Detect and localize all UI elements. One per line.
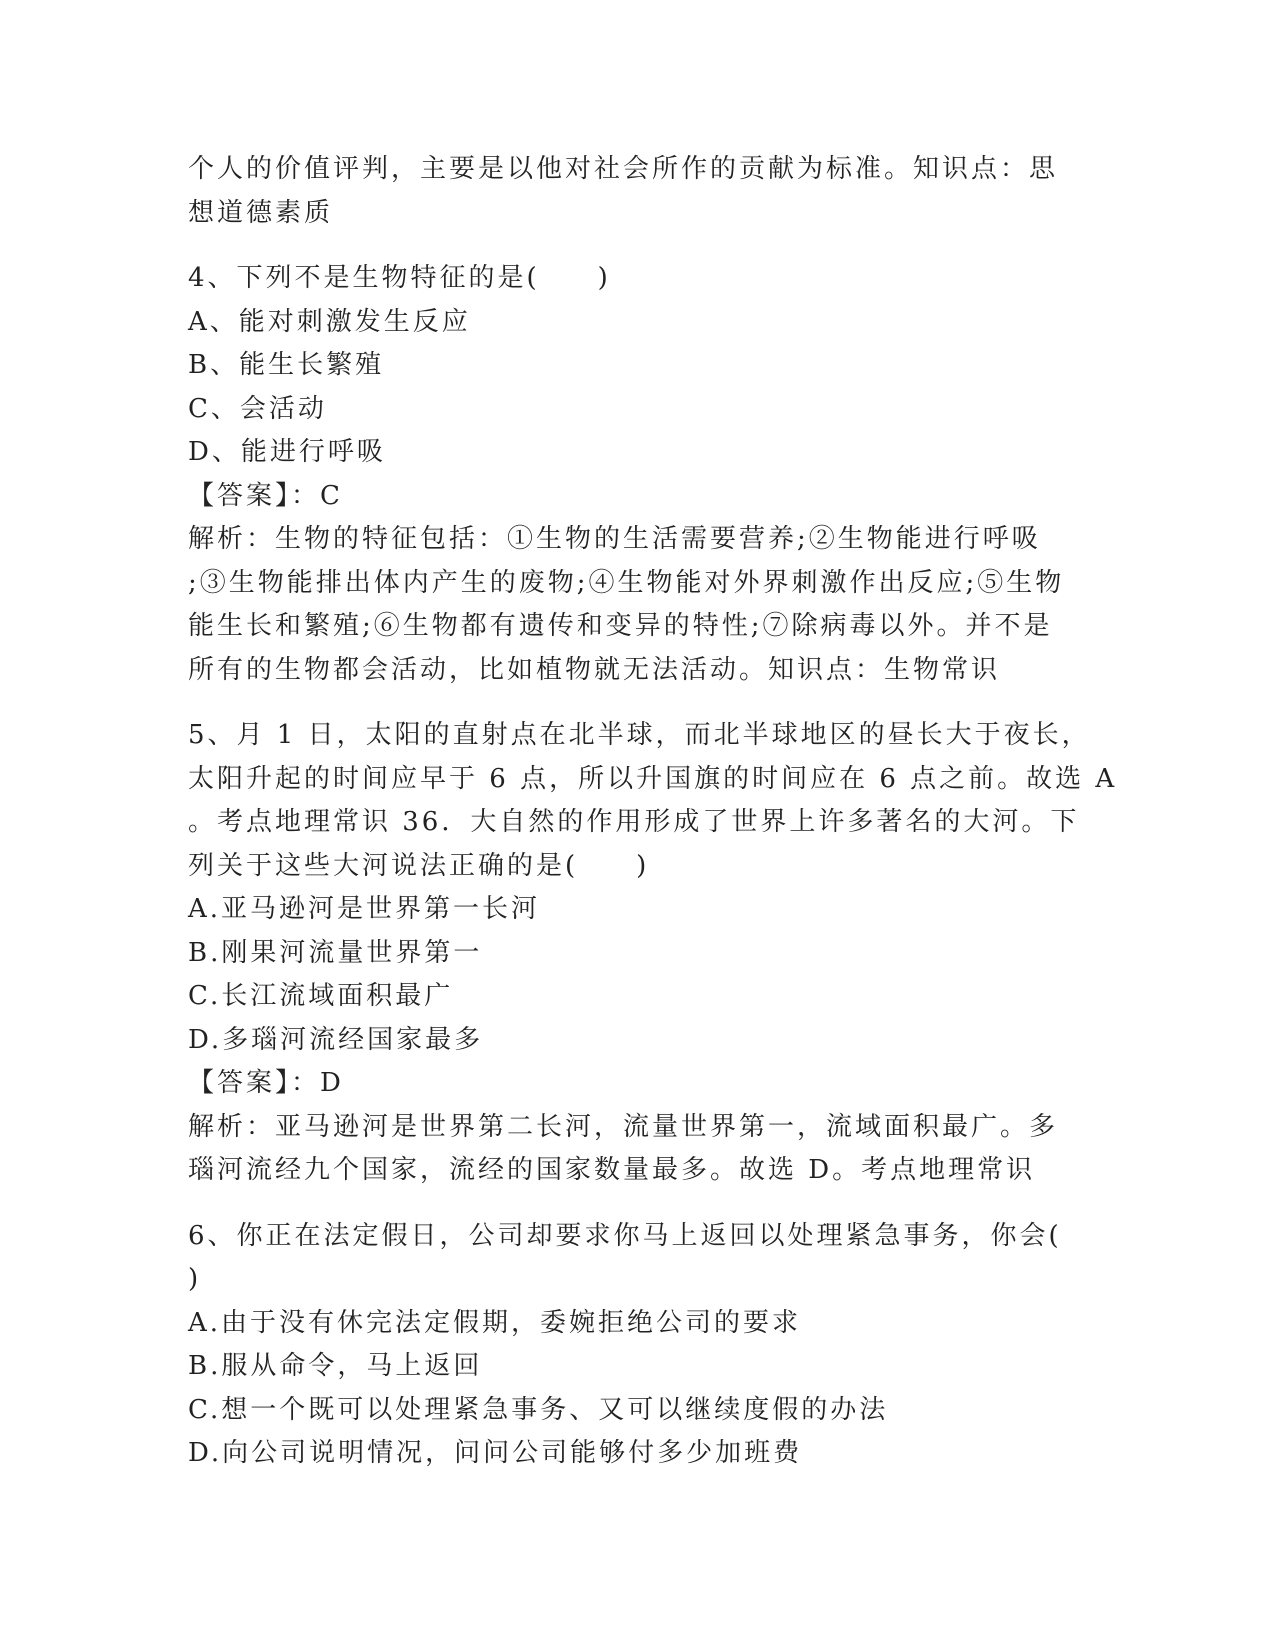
question-6-text-line: 6、你正在法定假日，公司却要求你马上返回以处理紧急事务，你会( [188,1220,1062,1251]
question-6-option-a: A.由于没有休完法定假期，委婉拒绝公司的要求 [188,1307,802,1338]
question-4-analysis-line: 解析：生物的特征包括：①生物的生活需要营养;②生物能进行呼吸 [188,524,1041,554]
question-6-text-line: ) [188,1264,202,1294]
question-4-option-b: B、能生长繁殖 [188,350,385,380]
question-5-analysis-line: 瑙河流经九个国家，流经的国家数量最多。故选 D。考点地理常识 [188,1155,1036,1185]
question-6 [188,1215,1088,1476]
question-5-text-line: 。考点地理常识 36．大自然的作用形成了世界上许多著名的大河。下 [188,807,1080,837]
intro-paragraph [188,148,1088,235]
question-4-answer: 【答案】：C [188,480,343,511]
question-5-option-d: D.多瑙河流经国家最多 [188,1024,484,1055]
question-5-text-line: 列关于这些大河说法正确的是( ) [188,850,650,881]
question-4-option-a: A、能对刺激发生反应 [188,306,471,337]
question-5-option-c: C.长江流域面积最广 [188,981,454,1011]
question-4-analysis-line: 能生长和繁殖;⑥生物都有遗传和变异的特性;⑦除病毒以外。并不是 [188,611,1053,641]
question-6-option-b: B.服从命令，马上返回 [188,1351,483,1381]
paragraph-gap [188,1193,1088,1215]
question-4-text: 4、下列不是生物特征的是( ) [188,263,611,293]
question-4-analysis-line: ;③生物能排出体内产生的废物;④生物能对外界刺激作出反应;⑤生物 [188,567,1065,598]
question-5-answer: 【答案】：D [188,1068,344,1098]
question-4-analysis-line: 所有的生物都会活动，比如植物就无法活动。知识点：生物常识 [188,654,1001,685]
question-5 [188,714,1118,1193]
question-5-option-b: B.刚果河流量世界第一 [188,937,483,968]
paragraph-gap [188,235,1088,257]
question-5-option-a: A.亚马逊河是世界第一长河 [188,894,541,924]
paragraph-gap [188,692,1088,714]
intro-line: 想道德素质 [188,197,334,228]
question-6-option-c: C.想一个既可以处理紧急事务、又可以继续度假的办法 [188,1394,889,1425]
question-5-text-line: 太阳升起的时间应早于 6 点，所以升国旗的时间应在 6 点之前。故选 A [188,763,1118,794]
question-4-option-c: C、会活动 [188,393,327,424]
question-4 [188,257,1088,692]
question-5-text-line: 5、月 1 日，太阳的直射点在北半球，而北半球地区的昼长大于夜长， [188,720,1091,750]
intro-line: 个人的价值评判，主要是以他对社会所作的贡献为标准。知识点：思 [188,154,1059,184]
page-content [188,148,1118,1476]
question-4-option-d: D、能进行呼吸 [188,437,386,467]
question-5-analysis-line: 解析：亚马逊河是世界第二长河，流量世界第一，流域面积最广。多 [188,1111,1059,1142]
question-6-option-d: D.向公司说明情况，问问公司能够付多少加班费 [188,1438,803,1468]
